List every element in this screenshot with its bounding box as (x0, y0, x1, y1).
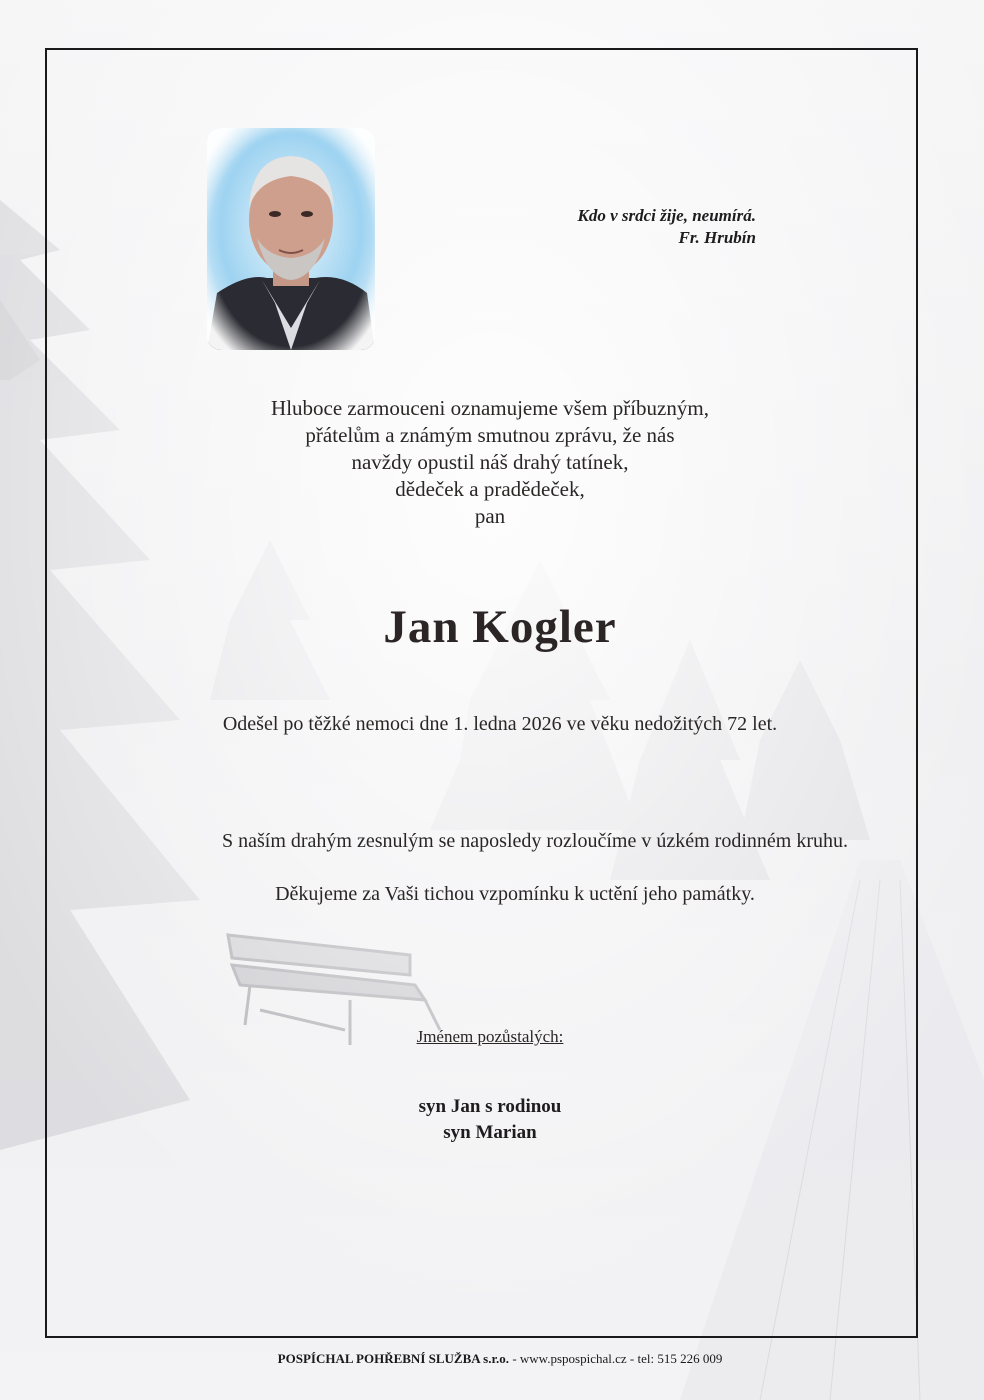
quote-block (470, 205, 756, 249)
death-info: Odešel po těžké nemoci dne 1. ledna 2026 ve věku nedožitých 72 let. (222, 713, 778, 735)
announcement-line: dědeček a pradědeček, (395, 477, 585, 501)
announcement-line: Hluboce zarmouceni oznamujeme všem příbuzným, (271, 396, 709, 420)
signers-list (330, 1094, 650, 1146)
deceased-name: Jan Kogler (383, 601, 617, 653)
thanks-text: Děkujeme za Vaši tichou vzpomínku k uctění jeho památky. (275, 883, 755, 905)
signer: syn Marian (443, 1122, 537, 1143)
announcement-line: navždy opustil náš drahý tatínek, (351, 450, 629, 474)
quote-author: Fr. Hrubín (678, 228, 756, 247)
signer: syn Jan s rodinou (418, 1096, 562, 1117)
portrait-photo (207, 128, 375, 350)
quote-text: Kdo v srdci žije, neumírá. (577, 206, 756, 225)
footer-company: POSPÍCHAL POHŘEBNÍ SLUŽBA s.r.o. (277, 1351, 510, 1366)
announcement-text (150, 395, 830, 530)
footer (150, 1351, 850, 1367)
announcement-line: přátelům a známým smutnou zprávu, že nás (305, 423, 675, 447)
announcement-line: pan (474, 504, 506, 528)
on-behalf-label: Jménem pozůstalých: (416, 1027, 564, 1046)
farewell-text: S naším drahým zesnulým se naposledy rozloučíme v úzkém rodinném kruhu. (222, 830, 848, 852)
footer-contact: - www.pspospichal.cz - tel: 515 226 009 (509, 1351, 723, 1366)
